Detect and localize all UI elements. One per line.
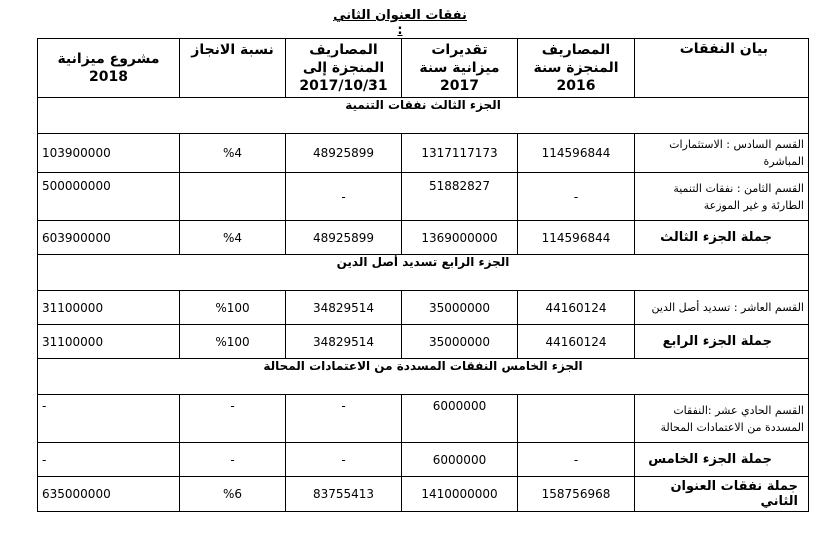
cell-spent-2017: 34829514 [286,325,402,359]
cell-completion-rate: %100 [180,325,286,359]
cell-project-2018: 103900000 [38,134,180,173]
cell-project-2018: - [38,395,180,443]
cell-completion-rate: %4 [180,134,286,173]
header-description: بيان النفقات [635,39,809,98]
cell-estimate-2017: 35000000 [402,325,518,359]
header-row [38,39,809,98]
cell-estimate-2017: 1410000000 [402,477,518,512]
table-row [38,291,809,325]
cell-estimate-2017: 51882827 [402,173,518,221]
cell-project-2018: - [38,443,180,477]
section-row [38,255,809,291]
subtotal-label: جملة الجزء الرابع [635,325,809,359]
row-label: القسم العاشر : تسديد أصل الدين [635,291,809,325]
cell-completion-rate: %100 [180,291,286,325]
row-label: القسم الثامن : نفقات التنمية الطارئة و غير الموزعة [635,173,809,221]
section-row [38,359,809,395]
expenses-table [37,38,809,512]
cell-spent-2016: 158756968 [518,477,635,512]
cell-spent-2017: - [286,395,402,443]
header-spent-2016: المصاريف المنجزة سنة 2016 [518,39,635,98]
grand-total-label: جملة نفقات العنوان الثاني [635,477,809,512]
cell-estimate-2017: 6000000 [402,395,518,443]
section-title: الجزء الخامس النفقات المسددة من الاعتمادات المحالة [38,359,809,395]
cell-spent-2017: - [286,173,402,221]
cell-project-2018: 31100000 [38,291,180,325]
cell-completion-rate: %4 [180,221,286,255]
cell-estimate-2017: 35000000 [402,291,518,325]
cell-spent-2016: 44160124 [518,325,635,359]
cell-estimate-2017: 6000000 [402,443,518,477]
cell-spent-2016: - [518,443,635,477]
cell-completion-rate: - [180,443,286,477]
subtotal-row [38,221,809,255]
header-completion-rate: نسبة الانجاز [180,39,286,98]
cell-spent-2016: 114596844 [518,221,635,255]
cell-spent-2016 [518,395,635,443]
header-spent-2017: المصاريف المنجزة إلى 2017/10/31 [286,39,402,98]
row-label: القسم الحادي عشر :النفقات المسددة من الاعتمادات المحالة [635,395,809,443]
cell-project-2018: 603900000 [38,221,180,255]
section-title: الجزء الرابع تسديد أصل الدين [38,255,809,291]
section-title: الجزء الثالث نفقات التنمية [38,98,809,134]
subtotal-row [38,325,809,359]
header-project-2018: مشروع ميزانية 2018 [38,39,180,98]
cell-completion-rate: %6 [180,477,286,512]
table-row [38,173,809,221]
cell-spent-2017: 83755413 [286,477,402,512]
header-estimate-2017: تقديرات ميزانية سنة 2017 [402,39,518,98]
subtotal-label: جملة الجزء الخامس [635,443,809,477]
cell-project-2018: 500000000 [38,173,180,221]
document-title: نفقات العنوان الثاني : [333,8,467,38]
cell-project-2018: 31100000 [38,325,180,359]
cell-project-2018: 635000000 [38,477,180,512]
table-row [38,395,809,443]
cell-spent-2016: 114596844 [518,134,635,173]
cell-completion-rate [180,173,286,221]
cell-spent-2017: 34829514 [286,291,402,325]
subtotal-label: جملة الجزء الثالث [635,221,809,255]
table-row [38,134,809,173]
cell-spent-2017: - [286,443,402,477]
subtotal-row [38,443,809,477]
grand-total-row [38,477,809,512]
section-row [38,98,809,134]
cell-spent-2016: 44160124 [518,291,635,325]
cell-spent-2017: 48925899 [286,134,402,173]
cell-estimate-2017: 1317117173 [402,134,518,173]
cell-spent-2016: - [518,173,635,221]
row-label: القسم السادس : الاستثمارات المباشرة [635,134,809,173]
cell-estimate-2017: 1369000000 [402,221,518,255]
cell-spent-2017: 48925899 [286,221,402,255]
cell-completion-rate: - [180,395,286,443]
